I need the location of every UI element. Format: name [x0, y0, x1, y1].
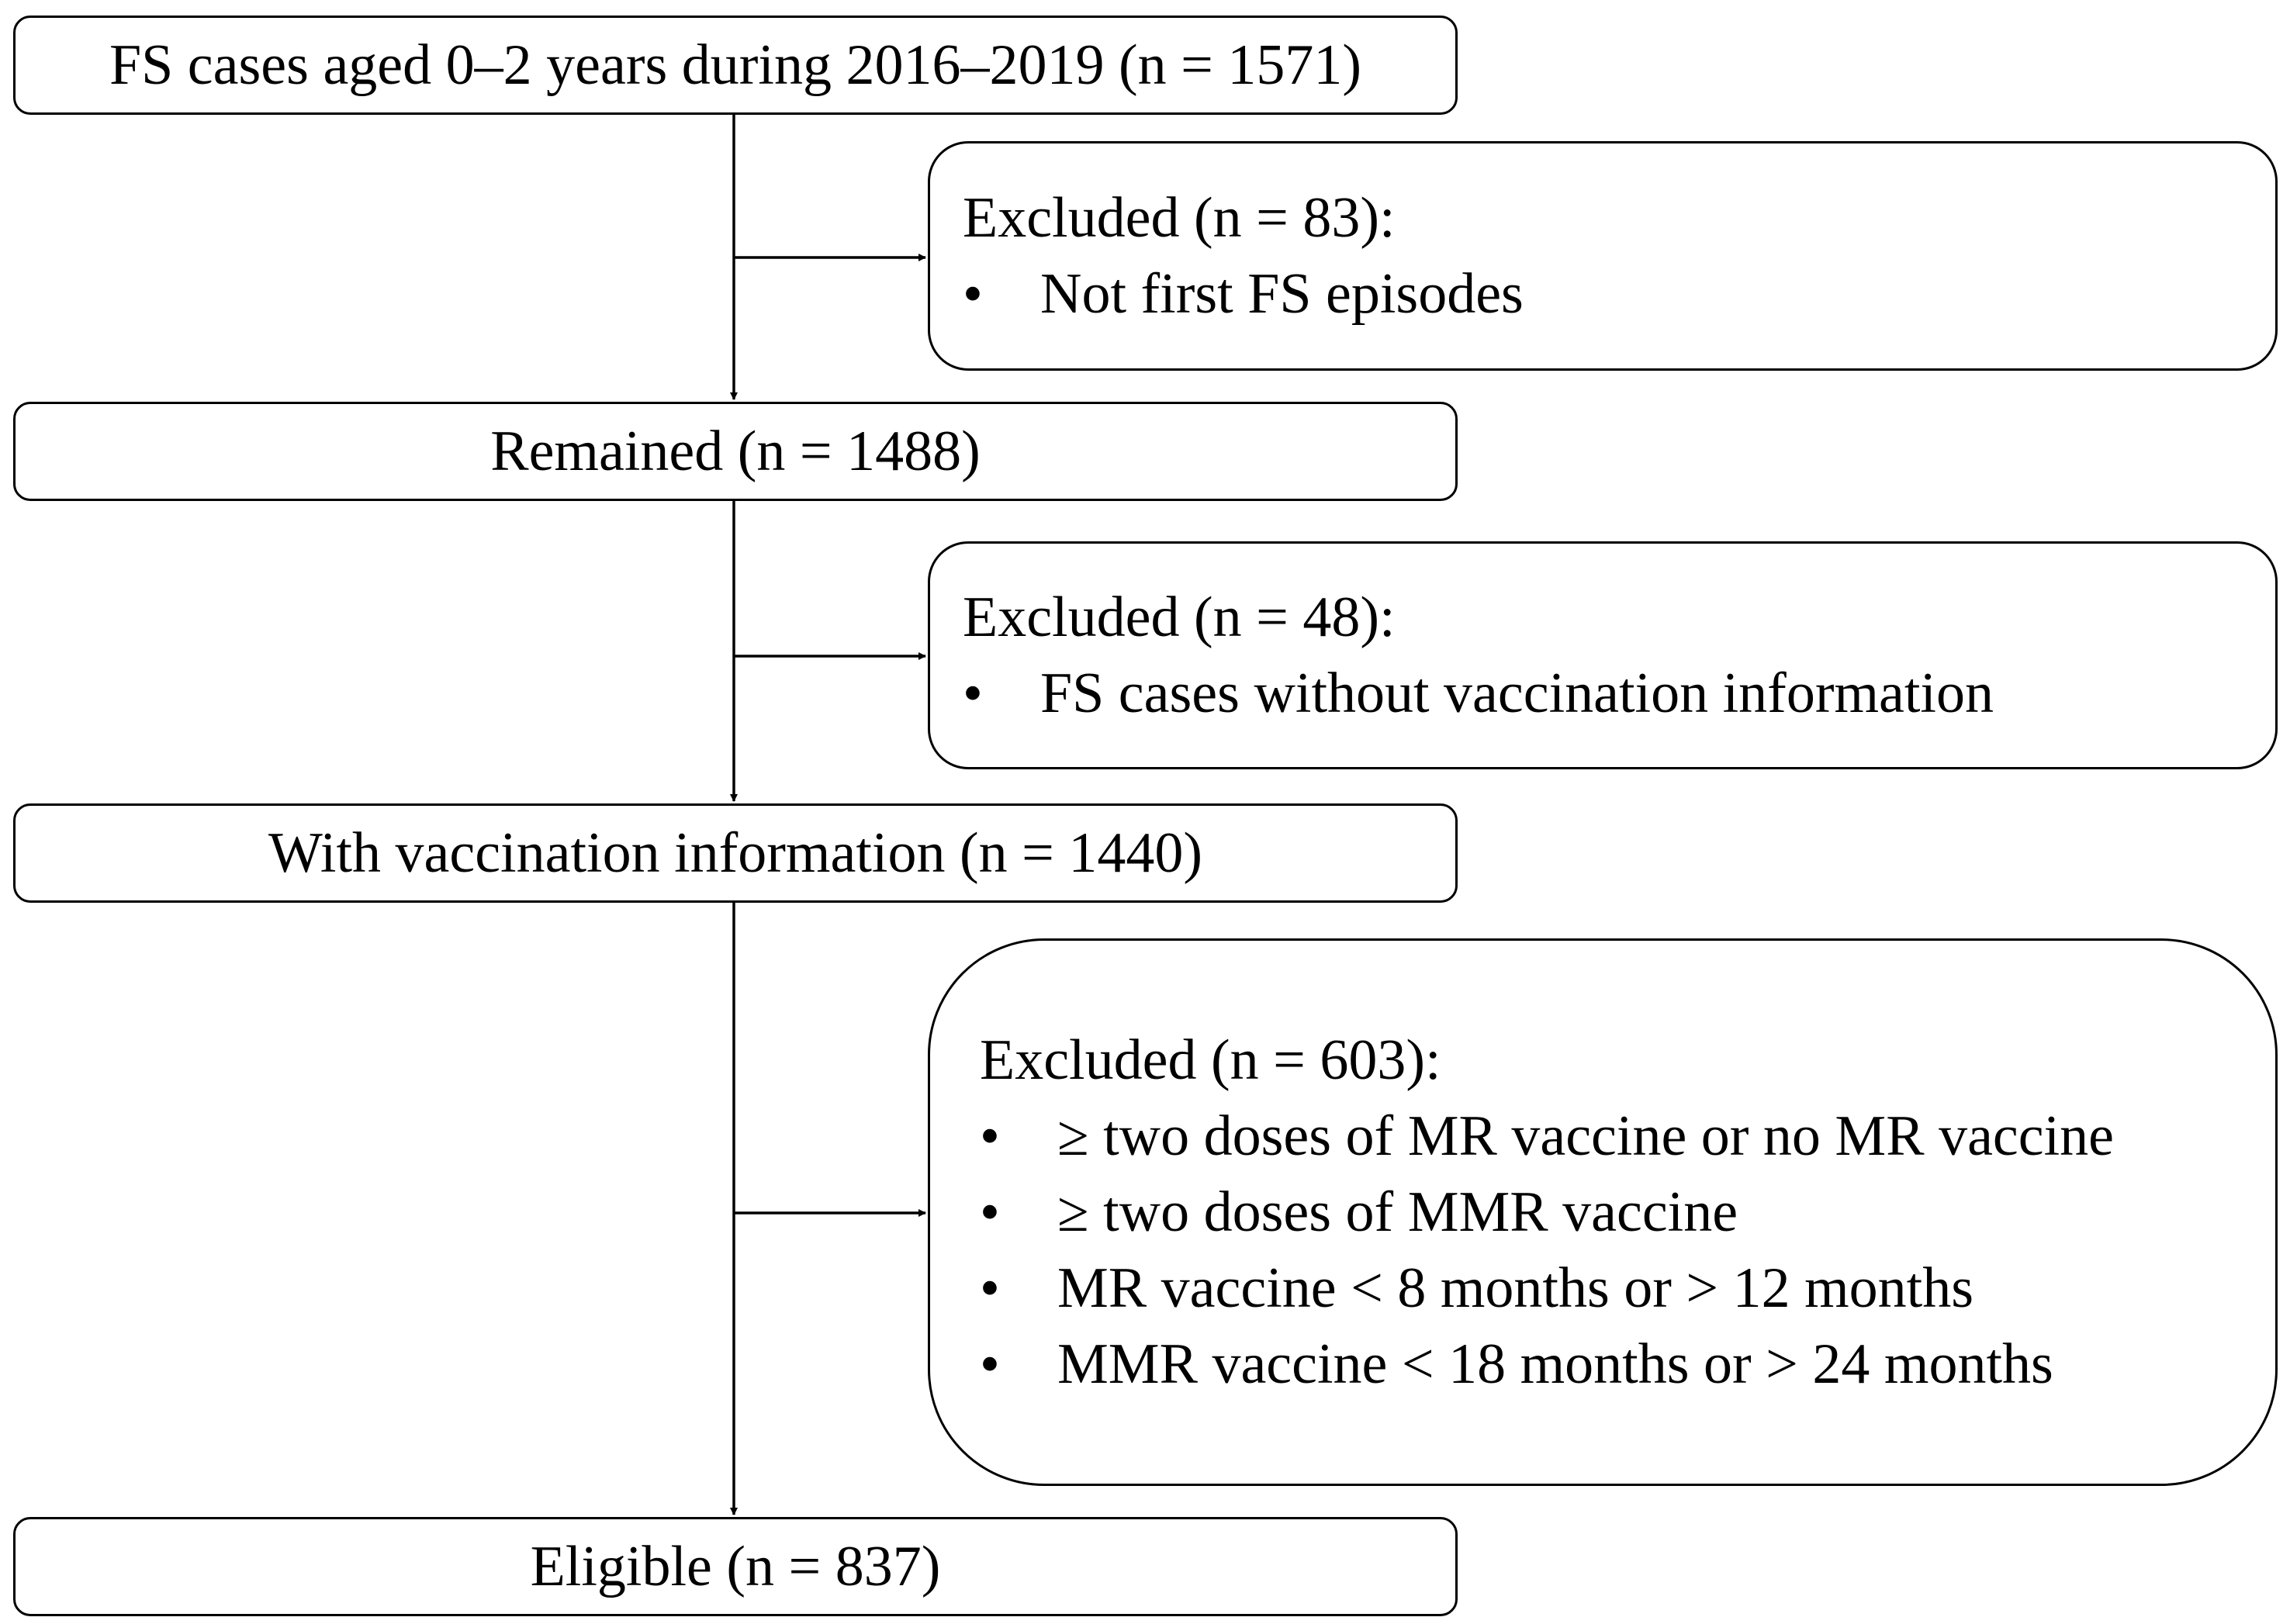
exclusion-item-text: ≥ two doses of MR vaccine or no MR vaccine	[1057, 1104, 2115, 1168]
step-label-with-vaccination-info: With vaccination information (n = 1440)	[268, 821, 1202, 885]
step-label-eligible: Eligible (n = 837)	[530, 1535, 941, 1598]
exclusion-item-text: MR vaccine < 8 months or > 12 months	[1057, 1256, 1974, 1320]
bullet-icon: •	[963, 262, 983, 326]
exclusion-box-1	[928, 141, 2278, 371]
exclusion-item	[963, 256, 2275, 332]
exclusion-item-text: FS cases without vaccination information	[1040, 662, 1994, 725]
bullet-icon: •	[980, 1104, 1000, 1168]
step-box-initial-cases	[13, 16, 1458, 115]
step-label-remained: Remained (n = 1488)	[490, 420, 981, 483]
step-label-initial-cases: FS cases aged 0–2 years during 2016–2019 (n = 1571)	[109, 33, 1361, 97]
bullet-icon: •	[980, 1256, 1000, 1320]
exclusion-item-text: ≥ two doses of MMR vaccine	[1057, 1180, 1738, 1244]
exclusion-item-text: MMR vaccine < 18 months or > 24 months	[1057, 1332, 2053, 1396]
exclusion-item	[980, 1098, 2275, 1174]
exclusion-item	[980, 1174, 2275, 1250]
exclusion-box-2	[928, 541, 2278, 769]
bullet-icon: •	[963, 662, 983, 725]
exclusion-item	[980, 1250, 2275, 1326]
step-box-remained	[13, 402, 1458, 501]
exclusion-box-3	[928, 938, 2278, 1486]
exclusion-item-text: Not first FS episodes	[1040, 262, 1524, 326]
exclusion-title-3: Excluded (n = 603):	[980, 1028, 1441, 1092]
exclusion-item	[980, 1326, 2275, 1402]
bullet-icon: •	[980, 1180, 1000, 1244]
exclusion-item	[963, 655, 2275, 731]
step-box-eligible	[13, 1517, 1458, 1616]
bullet-icon: •	[980, 1332, 1000, 1396]
exclusion-title-1: Excluded (n = 83):	[963, 186, 1396, 250]
step-box-with-vaccination-info	[13, 803, 1458, 903]
exclusion-title-2: Excluded (n = 48):	[963, 586, 1396, 649]
